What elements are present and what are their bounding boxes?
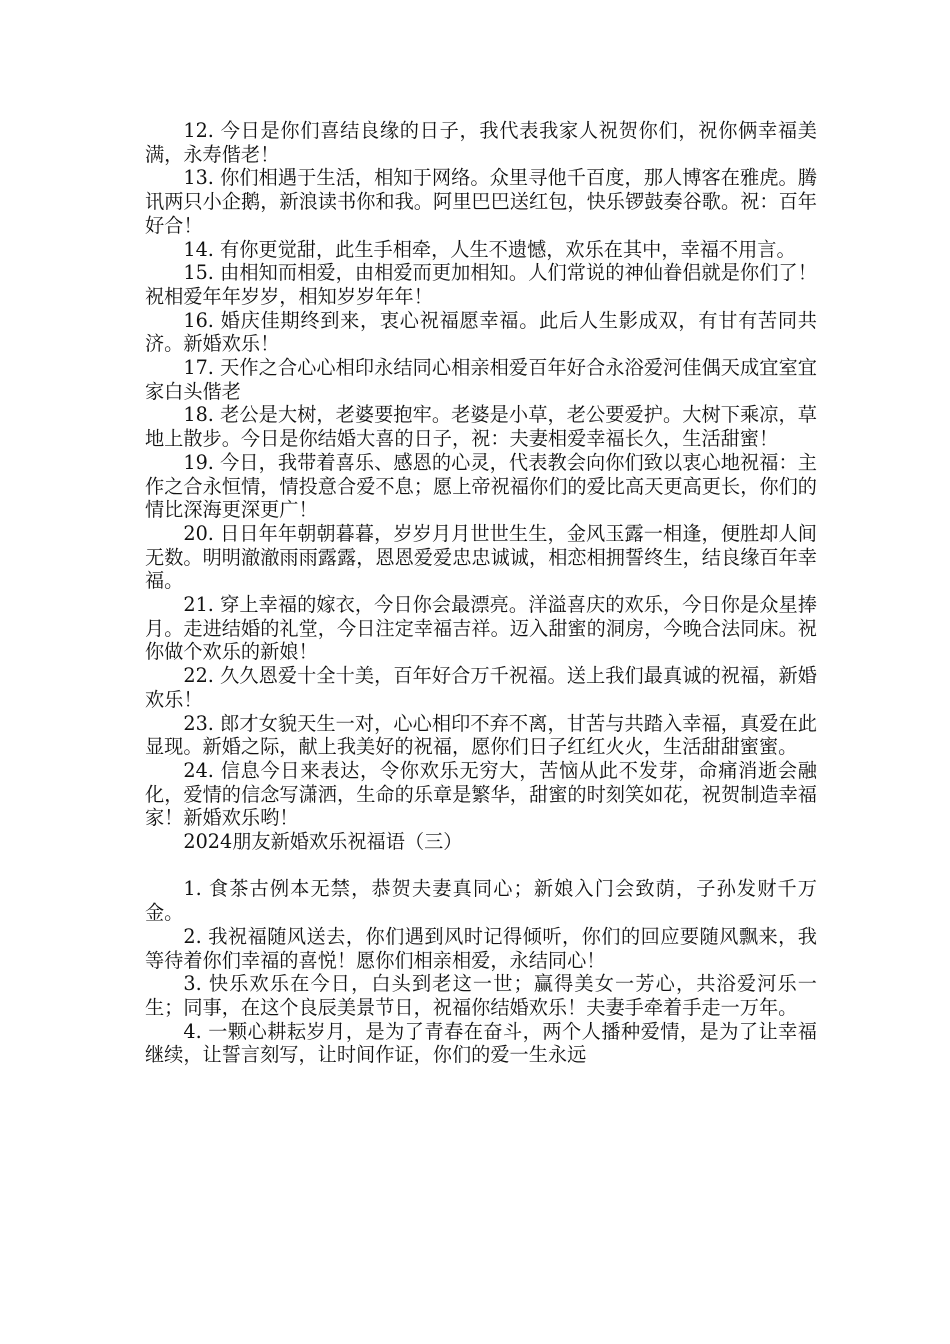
paragraph-s3-3: 3. 快乐欢乐在今日，白头到老这一世；赢得美女一芳心，共浴爱河乐一生；同事，在这个良辰美景节日，祝福你结婚欢乐！夫妻手牵着手走一万年。 bbox=[145, 972, 817, 1019]
paragraph-16: 16. 婚庆佳期终到来，衷心祝福愿幸福。此后人生影成双，有甘有苦同共济。新婚欢乐！ bbox=[145, 308, 817, 356]
paragraph-23: 23. 郎才女貌天生一对，心心相印不弃不离，甘苦与共踏入幸福，真爱在此显现。新婚之际，献上我美好的祝福，愿你们日子红红火火，生活甜甜蜜蜜。 bbox=[145, 711, 817, 759]
paragraph-s3-1: 1. 食茶古例本无禁，恭贺夫妻真同心；新娘入门会致荫，子孙发财千万金。 bbox=[145, 877, 817, 925]
paragraph-s3-2: 2. 我祝福随风送去，你们遇到风时记得倾听，你们的回应要随风飘来，我等待着你们幸福的喜悦！愿你们相亲相爱，永结同心！ bbox=[145, 924, 817, 972]
paragraph-15: 15. 由相知而相爱，由相爱而更加相知。人们常说的神仙眷侣就是你们了！祝相爱年年岁岁，相知岁岁年年！ bbox=[145, 261, 817, 308]
paragraph-20: 20. 日日年年朝朝暮暮，岁岁月月世世生生，金风玉露一相逢，便胜却人间无数。明明澈澈雨雨露露，恩恩爱爱忠忠诚诚，相恋相拥誓终生，结良缘百年幸福。 bbox=[145, 521, 817, 593]
paragraph-17: 17. 天作之合心心相印永结同心相亲相爱百年好合永浴爱河佳偶天成宜室宜家白头偕老 bbox=[145, 356, 817, 403]
document-page bbox=[145, 119, 817, 1067]
paragraph-13: 13. 你们相遇于生活，相知于网络。众里寻他千百度，那人博客在雅虎。腾讯两只小企鹅，新浪读书你和我。阿里巴巴送红包，快乐锣鼓奏谷歌。祝：百年好合！ bbox=[145, 166, 817, 237]
paragraph-12: 12. 今日是你们喜结良缘的日子，我代表我家人祝贺你们，祝你俩幸福美满，永寿偕老！ bbox=[145, 119, 817, 166]
section-gap bbox=[145, 854, 817, 878]
section-title: 2024朋友新婚欢乐祝福语（三） bbox=[183, 830, 463, 854]
paragraph-18: 18. 老公是大树，老婆要抱牢。老婆是小草，老公要爱护。大树下乘凉，草地上散步。今日是你结婚大喜的日子，祝：夫妻相爱幸福长久，生活甜蜜！ bbox=[145, 403, 817, 451]
paragraph-24: 24. 信息今日来表达，令你欢乐无穷大，苦恼从此不发芽，命痛消逝会融化，爱情的信念写潇洒，生命的乐章是繁华，甜蜜的时刻笑如花，祝贺制造幸福家！新婚欢乐哟！ bbox=[145, 758, 817, 830]
paragraph-22: 22. 久久恩爱十全十美，百年好合万千祝福。送上我们最真诚的祝福，新婚欢乐！ bbox=[145, 664, 817, 711]
paragraph-21: 21. 穿上幸福的嫁衣，今日你会最漂亮。洋溢喜庆的欢乐，今日你是众星捧月。走进结婚的礼堂，今日注定幸福吉祥。迈入甜蜜的洞房，今晚合法同床。祝你做个欢乐的新娘！ bbox=[145, 593, 817, 664]
paragraph-19: 19. 今日，我带着喜乐、感恩的心灵，代表教会向你们致以衷心地祝福：主作之合永恒情，情投意合爱不息；愿上帝祝福你们的爱比高天更高更长，你们的情比深海更深更广！ bbox=[145, 450, 817, 522]
paragraph-14: 14. 有你更觉甜，此生手相牵，人生不遗憾，欢乐在其中，幸福不用言。 bbox=[183, 237, 796, 261]
paragraph-s3-4: 4. 一颗心耕耘岁月，是为了青春在奋斗，两个人播种爱情，是为了让幸福继续，让誓言刻写，让时间作证，你们的爱一生永远 bbox=[145, 1019, 817, 1067]
